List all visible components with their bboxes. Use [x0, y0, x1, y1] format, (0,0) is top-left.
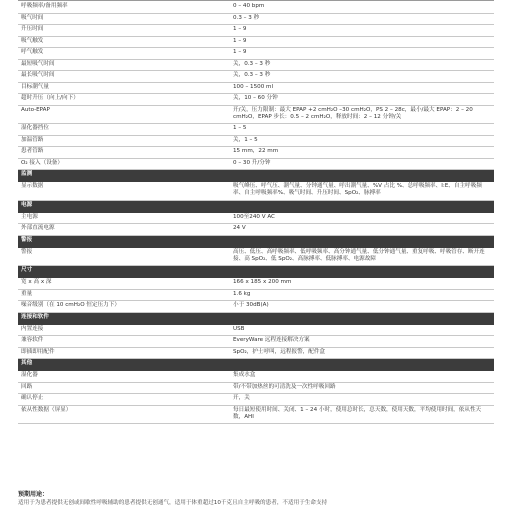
spec-label: 噪音级别（在 10 cmH₂O 恒定压力下）	[18, 301, 230, 313]
spec-label: 警报	[18, 247, 230, 266]
spec-value: 24 V	[230, 224, 494, 236]
spec-value: EveryWare 远程连接解决方案	[230, 336, 494, 348]
spec-row	[18, 158, 494, 170]
spec-label: 内置连接	[18, 324, 230, 336]
spec-label: 吸气时间	[18, 13, 230, 25]
spec-label: 吸气触发	[18, 36, 230, 48]
spec-value: 吸气峰压、呼气压、潮气量、分钟通气量、呼出潮气量、%V 占比 %、总呼吸频率、I:E、自主呼吸频率、自主呼吸频率%、吸气时间、升压时间、SpO₂、脉搏率	[230, 182, 494, 201]
spec-row	[18, 124, 494, 136]
spec-label: 超时升压（向上/向下）	[18, 94, 230, 106]
spec-value: 100至240 V AC	[230, 212, 494, 224]
section-title: 监测	[18, 170, 494, 182]
spec-row	[18, 182, 494, 201]
top-rule	[18, 0, 494, 1]
spec-label: 呼吸频率/备用频率	[18, 2, 230, 13]
spec-table-body	[18, 2, 494, 424]
section-header	[18, 312, 494, 324]
spec-row	[18, 347, 494, 359]
section-header	[18, 170, 494, 182]
spec-label: 即插即用配件	[18, 347, 230, 359]
spec-row	[18, 301, 494, 313]
spec-value: 0 – 40 bpm	[230, 2, 494, 13]
spec-value: 关，0.3 – 3 秒	[230, 71, 494, 83]
spec-value: 高压、低压、高呼吸频率、低呼吸频率、高分钟通气量、低分钟通气量、重复呼吸、呼吸管存、断开连接、高 SpO₂、低 SpO₂、高脉搏率、低脉搏率、电源故障	[230, 247, 494, 266]
spec-row	[18, 212, 494, 224]
section-title: 警报	[18, 235, 494, 247]
spec-label: 宽 x 高 x 深	[18, 278, 230, 290]
spec-value: 0 – 30 升/分钟	[230, 158, 494, 170]
spec-value: USB	[230, 324, 494, 336]
section-header	[18, 235, 494, 247]
spec-value: 关，1 – 5	[230, 135, 494, 147]
spec-value: 每日最短使用时间、关闭、1 – 24 小时，使用总时长，总天数，使用天数，平均使用时间，依从性天数，AHI	[230, 405, 494, 424]
spec-label: 湿化器	[18, 371, 230, 383]
spec-value: 1 – 5	[230, 124, 494, 136]
spec-value: 关，10 – 60 分钟	[230, 94, 494, 106]
spec-row	[18, 2, 494, 13]
spec-value: 1 – 9	[230, 25, 494, 37]
intended-use-text: 适用于为患者提供无创或间歇性呼吸辅助的患者提供无创通气，适用于体重超过10千克且自主呼吸的患者，不适用于生命支持	[18, 500, 328, 506]
spec-row	[18, 36, 494, 48]
spec-row	[18, 394, 494, 406]
section-title: 尺寸	[18, 266, 494, 278]
spec-row	[18, 25, 494, 37]
spec-row	[18, 13, 494, 25]
spec-label: 重量	[18, 289, 230, 301]
spec-value: 小于 30dB(A)	[230, 301, 494, 313]
spec-label: O₂ 接入（设备）	[18, 158, 230, 170]
section-header	[18, 359, 494, 371]
spec-value: 开，关	[230, 394, 494, 406]
spec-row	[18, 94, 494, 106]
spec-label: 呼气触发	[18, 48, 230, 60]
spec-table	[18, 2, 494, 424]
spec-row	[18, 278, 494, 290]
spec-row	[18, 147, 494, 159]
spec-value: 0.3 – 3 秒	[230, 13, 494, 25]
spec-value: 集成水盒	[230, 371, 494, 383]
spec-label: 显示数据	[18, 182, 230, 201]
spec-row	[18, 405, 494, 424]
intended-use-note	[18, 491, 498, 507]
spec-row	[18, 59, 494, 71]
spec-row	[18, 382, 494, 394]
spec-row	[18, 71, 494, 83]
spec-row	[18, 324, 494, 336]
spec-label: Auto-EPAP	[18, 105, 230, 124]
spec-row	[18, 336, 494, 348]
spec-label: 升压时间	[18, 25, 230, 37]
spec-value: 1 – 9	[230, 48, 494, 60]
spec-value: SpO₂，护士呼叫，远程报警，配件盒	[230, 347, 494, 359]
spec-label: 加温管路	[18, 135, 230, 147]
spec-label: 回路	[18, 382, 230, 394]
spec-label: 外部直流电源	[18, 224, 230, 236]
spec-row	[18, 48, 494, 60]
intended-use-title: 预期用途：	[18, 491, 49, 498]
spec-value: 带/不带加热丝的可清洗及一次性呼吸回路	[230, 382, 494, 394]
spec-row	[18, 247, 494, 266]
spec-value: 1 – 9	[230, 36, 494, 48]
spec-label: 确认停止	[18, 394, 230, 406]
spec-label: 湿化器挡位	[18, 124, 230, 136]
spec-label: 目标潮气量	[18, 82, 230, 94]
spec-row	[18, 82, 494, 94]
spec-row	[18, 135, 494, 147]
spec-label: 兼容软件	[18, 336, 230, 348]
section-header	[18, 266, 494, 278]
spec-row	[18, 371, 494, 383]
spec-row	[18, 289, 494, 301]
spec-row	[18, 105, 494, 124]
spec-row	[18, 224, 494, 236]
section-header	[18, 200, 494, 212]
spec-value: 100 – 1500 ml	[230, 82, 494, 94]
section-title: 电源	[18, 200, 494, 212]
spec-label: 最短吸气时间	[18, 59, 230, 71]
spec-label: 最长吸气时间	[18, 71, 230, 83]
spec-label: 主电源	[18, 212, 230, 224]
spec-value: 1.6 kg	[230, 289, 494, 301]
spec-label: 患者管路	[18, 147, 230, 159]
spec-value: 166 x 185 x 200 mm	[230, 278, 494, 290]
spec-label: 依从性数据（屏显）	[18, 405, 230, 424]
spec-value: 关，0.3 – 3 秒	[230, 59, 494, 71]
spec-value: 开/关，压力限制：最大 EPAP +2 cmH₂O –30 cmH₂O，PS 2 – 28c，最小/最大 EPAP：2 – 20 cmH₂O，EPAP 步长：0.5 – 2 cmH₂O，释放时间：2 – 12 分钟/关	[230, 105, 494, 124]
section-title: 其他	[18, 359, 494, 371]
spec-value: 15 mm，22 mm	[230, 147, 494, 159]
section-title: 连接和软件	[18, 312, 494, 324]
